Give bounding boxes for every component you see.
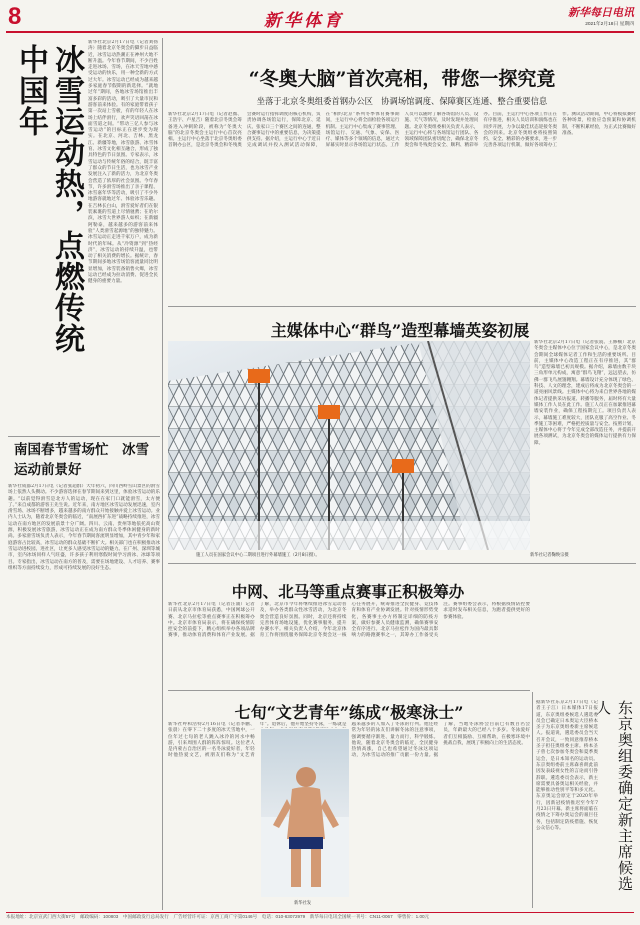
divider	[168, 690, 530, 691]
left-feature-body-cont	[8, 384, 158, 432]
swim-story-title: 七旬“文艺青年”练成“极寒泳士”	[234, 703, 464, 722]
footer-text: 本报地址：北京宣武门西大街57号 邮政编码：100803 中国邮政发行总局发行 广告经营许可证：京西工商广字第0146号 电话：010-63072979 新华每日电讯全国统一刊号：CN11-0067 零售价：1.00元	[6, 914, 430, 919]
media-center-title: 主媒体中心“群鸟”造型幕墙英姿初展	[270, 321, 530, 340]
header-bar	[0, 0, 640, 34]
divider	[168, 563, 636, 564]
page-number: 8	[8, 3, 22, 30]
swim-story-photo-caption: 新华社发	[294, 901, 312, 906]
media-center-body: 新华社北京2月17日电（记者张骁、王修楠）北京冬奥会主媒体中心位于国家会议中心，是北京冬奥会期间全球媒体记者工作和生活的重要场所。目前，主媒体中心改造工程正在有序推进，其“群鸟”造型幕墙已初具规模。据介绍，幕墙由数千块三角形单元构成，寓意“群鸟飞翔”，远远望去，仿佛一群飞鸟展翅翱翔。幕墙设计充分体现了绿色、科技、人文的理念，建成后将成为北京冬奥会的一道亮丽风景线。主媒体中心将为来自世界各地的媒体记者提供采访报道、转播等服务，届时将有大量媒体工作人员在此工作。施工人员正在加紧推进幕墙安装作业，确保工程按期完工。项目负责人表示，幕墙施工难度较大，团队克服了高空作业、冬季施工等困难，严格把控质量与安全。按照计划，主媒体中心将于今年完成全部改造任务，并提前开展各项测试，为北京冬奥会的媒体运行提供有力保障。	[534, 340, 636, 446]
divider	[8, 436, 160, 437]
divider	[168, 306, 636, 307]
vertical-divider	[162, 38, 163, 910]
lead-story-title: “冬奥大脑”首次亮相，带您一探究竟	[248, 68, 556, 90]
header-date: 2021年2月18日 星期四	[585, 22, 634, 27]
header-rule	[6, 31, 634, 33]
media-center-photo	[168, 341, 530, 550]
right-story-body: 据新华社东京2月17日电（记者王子江）日本媒体17日报道，东京奥组委候选人遴选委员会已确定日本奥运大臣桥本圣子为东京奥组委新主席候选人。报道说，遴选委员会当天召开会议，一致同意推荐桥本圣子担任奥组委主席。桥本圣子曾七次参加冬奥会和夏季奥运会，是日本知名的运动员。东京奥组委前主席森喜朗此前因发表歧视女性的言论而引咎辞职。遴选委员会表示，新主席需要具备奥运相关经验，并能够推动性别平等和多元化。东京奥运会原定于2020年举行，因新冠疫情推迟至今年7月23日开幕。新主席将面临在疫情之下筹办奥运会的艰巨任务，包括制定防疫措施、恢复公众信心等。	[536, 700, 598, 831]
paper-name: 新华每日电讯	[568, 6, 634, 19]
vertical-divider	[532, 692, 533, 908]
left-feature-body: 新华社北京2月17日电（记者刘扬涛）随着北京冬奥会的脚步日益临近，冰雪运动热潮正在神州大地不断升温。今年春节期间，不少百姓走进冰场、雪场，在冰天雪地中感受运动的快乐，用一种全新的方式过大年。冰雪运动已经成为越来越多家庭春节假期的新选择。“就地过年”期间，各地冰雪场馆推出丰富多彩的活动，吸引了大量市民和游客前来体验。有的家庭带着孩子第一次站上雪板，有的年轻人在冰场上结伴滑行，欢声笑语回荡在冰面雪道之间。“带动三亿人参与冰雪运动”的目标正在逐步变为现实。在北京、河北、吉林、黑龙江、新疆等地，冰雪旅游、冰雪体育、冰雪文化相互融合，形成了独具特色的节日氛围。专家表示，冰雪运动与传统年俗的结合，既丰富了群众的节日生活，也为冰雪产业发展注入了新的活力，为北京冬奥会营造了浓厚的社会氛围。今年春节，许多滑雪场推出了亲子课程、冰雪嘉年华等活动，吸引了不少外地游客就地过年、体验冰雪乐趣。在吉林长白山，滑雪爱好者们在银装素裹的雪道上尽情驰骋；在哈尔滨，冰雪大世界游人如织；在新疆阿勒泰，越来越多的游客前来体验“人类滑雪起源地”的独特魅力。冰雪运动正走进千家万户，成为新时代的年味。从“冷资源”到“热经济”，冰雪运动的持续升温，也带动了相关消费的增长。据统计，春节期间多地冰雪场馆客流量同比明显增加，冰雪装备销售火爆，冰雪运动已经成为拉动消费、促进全民健身的重要力量。	[88, 40, 158, 285]
lead-story-body: 新华社北京2月17日电（记者赵薇、王浩宇、卢星吉）随着北京冬奥会筹备进入冲刺阶段，被称为“冬奥大脑”的北京冬奥会主运行中心首次亮相。主运行中心坐落于北京冬奥组委首钢办公区，是北京冬奥会和冬残奥会赛时运行指挥调度的核心机构，负责协调各场馆运行，保障北京、延庆、张家口三个赛区之间的连通，整合赛事运行中的重要信息，为决策提供支持。据介绍，主运行中心于近日完成调试并投入测试活动保障，在“相约北京”系列冬季体育赛事期间，主运行中心将全面检验各项运行机制。主运行中心集成了赛事管理、场馆运行、交通、气象、安保、医疗、媒体等多个领域的信息，通过大屏幕实时显示各场馆运行状态。工作人员可以随时了解各场馆的人员、设施、天气等情况，及时发现并处理问题。北京冬奥组委相关负责人表示，主运行中心将与各场馆运行团队、各领域保障团队密切配合，确保北京冬奥会和冬残奥会安全、顺利、精彩举办。目前，主运行中心各项工作正在有序推进，相关人员培训和演练也在同步开展，力争以最佳状态迎接冬奥会的到来。北京冬奥组委将按照简约、安全、精彩的办赛要求，进一步完善各项运行机制，做好各项筹办工作。测试活动期间，中心将模拟赛时各种场景，检验应急预案和协调机制，不断积累经验，为正式比赛做好准备。	[168, 112, 636, 149]
left-feature-title: 冰雪运动热，点燃传统中国年	[13, 44, 84, 354]
media-center-photo-credit: 新华社记者鞠焕宗摄	[530, 553, 569, 558]
swim-story-body: 新华社呼和浩特2月16日电（记者李鹏、张晨）在零下二十多度的冰天雪地中，一位年过七旬的老人跳入冰冷的河水中畅游，引来周围人群的阵阵惊叹。这位老人是内蒙古自治区的一名冬泳爱好者，年轻时他热爱文艺，被朋友们称为“文艺青年”。退休后，他开始坚持冬泳，一练就是 越来越多的人加入了冬泳的行列。他还经常为年轻的泳友们讲解冬泳的注意事项，强调要循序渐进、量力而行，科学锻炼。他说，随着北京冬奥会的临近，全民健身热情高涨，自己也希望通过冬泳这项运动，为冰雪运动的推广贡献一份力量。据了解，当地冬泳协会目前已有数百名会员，年龄最大的已经八十多岁。冬泳爱好者们互相鼓励、互相帮助，在极寒环境中挑战自我，展现了积极向上的生活态度。	[168, 722, 530, 759]
swim-story-photo	[260, 728, 350, 898]
south-story-body: 新华社成都2月17日电（记者张超群）大年初六，四川西岭雪山景区的滑雪场上依然人头攒动。不少游客选择在春节期间来到这里，体验冰雪运动的乐趣。“以前觉得滑雪是北方人的运动，现在在家门口就能滑雪，太方便了。”来自成都的游客王先生说。近年来，南方地区冰雪运动发展迅速，室内滑雪场、冰场不断增多，越来越多的南方群众开始接触并爱上冰雪运动。业内人士认为，随着北京冬奥会的临近，“南展西扩东进”战略持续推进，冰雪运动在南方地区的发展前景十分广阔。四川、云南、贵州等地依托高山资源，积极发展冰雪旅游，冰雪运动正在成为南方群众冬季休闲健身的新时尚。多家滑雪场负责人表示，今年春节期间客流明显增加，其中青少年和家庭游客占比较高，冰雪运动的群众基础不断扩大。相关部门也在积极推动冰雪运动进校园、进社区，让更多人感受冰雪运动的魅力。在广州、深圳等城市，室内冰场同样人气旺盛，许多孩子利用寒假时间学习滑冰、冰球等项目。专家指出，冰雪运动在南方的普及，需要在场地建设、人才培养、赛事组织等方面持续发力，形成可持续发展的良好生态。	[8, 484, 160, 571]
cnorth-story-body: 新华社北京2月17日电（记者汪涌）记者日前从北京市体育局获悉，中国网球公开赛、北京马拉松等重点赛事正在积极筹办中。北京市体育局表示，将在确保疫情防控安全的前提下，精心组织举办各项品牌赛事，推动体育消费和体育产业发展。据了解，北京市今年将继续推进冰雪运动普及，举办各类群众性冰雪活动，为北京冬奥会营造良好氛围。同时，北京还将持续完善体育场地设施，优化赛事服务，提升办赛水平。相关负责人介绍，今年北京体育工作将围绕服务保障北京冬奥会这一核心任务展开，统筹推进全民健身、竞技体育和体育产业协调发展。针对疫情形势变化，各赛事主办方将制定详细的防疫方案，做好参赛人员健康监测，确保赛事安全有序进行。北京马拉松作为国内最具影响力的路跑赛事之一，其筹办工作备受关注。赛事组委会表示，将根据疫情防控要求适时发布相关信息，为跑者提供更好的参赛体验。	[168, 602, 530, 639]
lead-story-subtitle: 坐落于北京冬奥组委首钢办公区 协调场馆调度、保障赛区连通、整合重要信息	[256, 96, 548, 106]
cnorth-story-title: 中网、北马等重点赛事正积极筹办	[231, 582, 465, 601]
footer-rule	[6, 912, 634, 913]
section-title: 新华体育	[264, 11, 344, 31]
right-story-title: 东京奥组委确定新主席候选人	[594, 700, 634, 892]
south-story-title: 南国春节雪场忙 冰雪运动前景好	[14, 442, 149, 478]
media-center-photo-caption: 施工人员在国家会议中心二期项目进行外幕墙施工（2月8日摄）。	[196, 553, 320, 558]
